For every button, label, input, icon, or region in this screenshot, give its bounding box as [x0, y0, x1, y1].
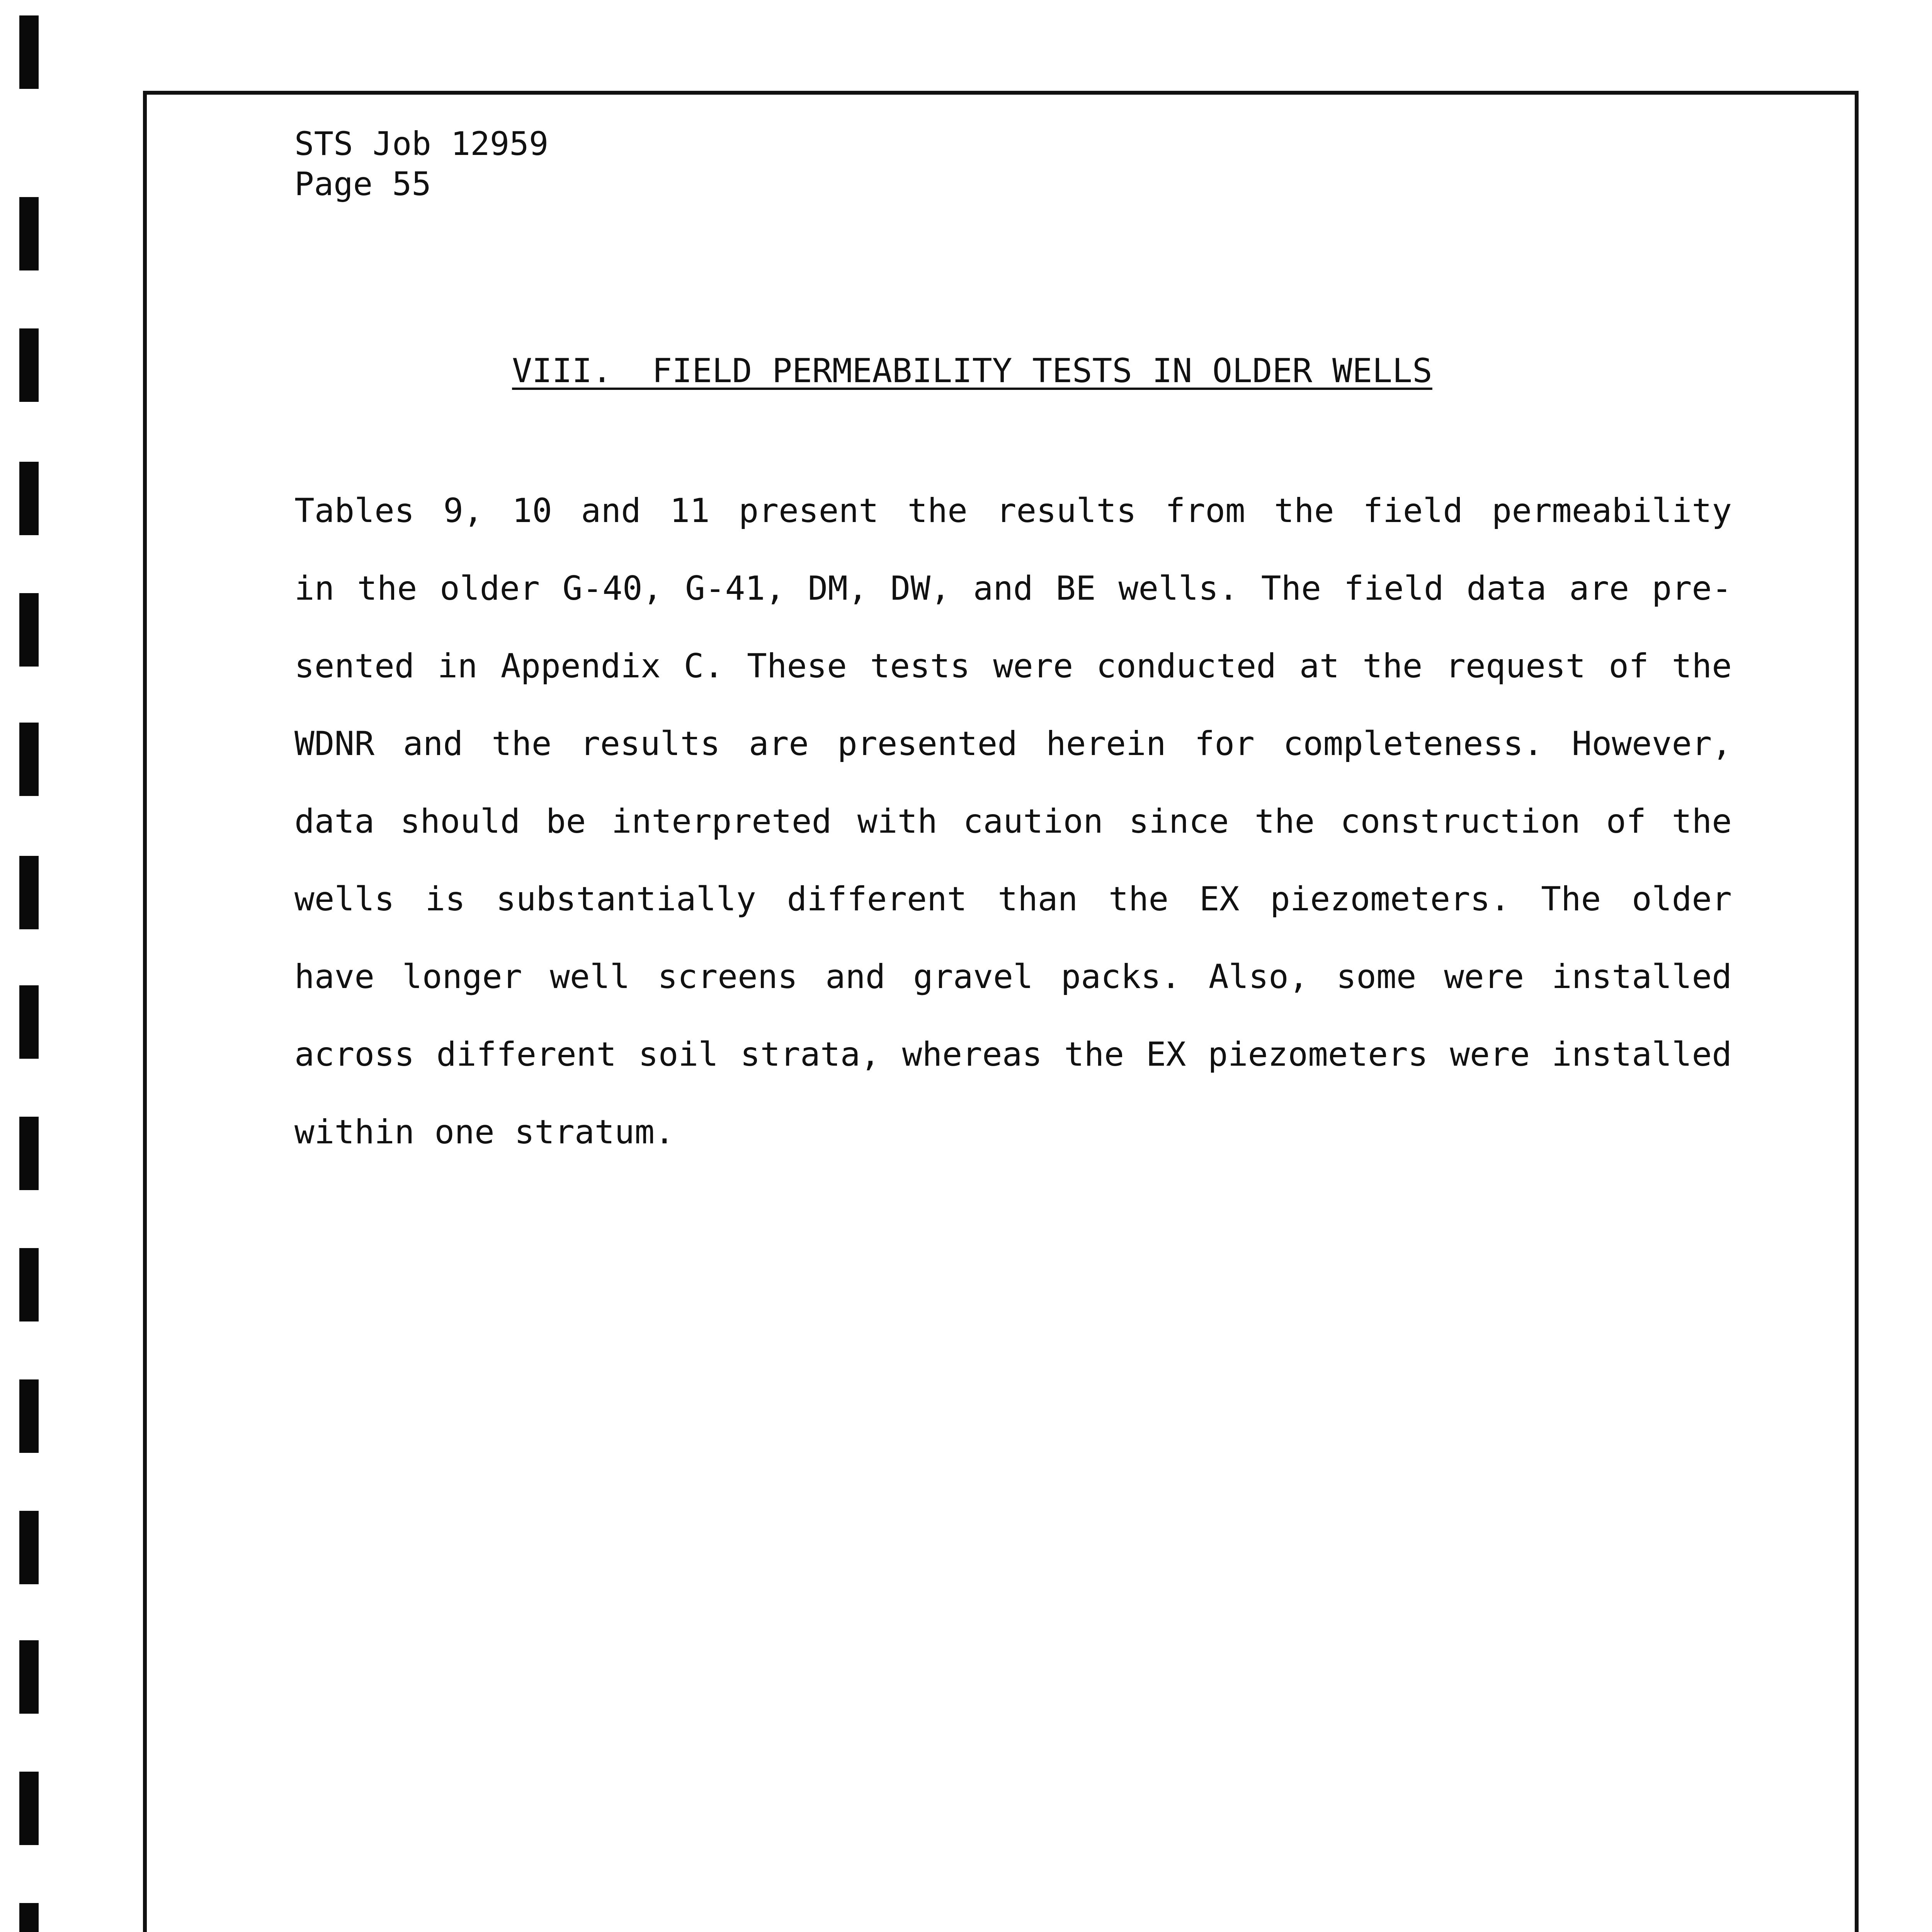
paragraph-line: wells is substantially different than the EX piezometers. The older — [294, 880, 1732, 918]
binding-mark — [19, 723, 39, 796]
paragraph-line: Tables 9, 10 and 11 present the results from the field permeability — [294, 492, 1732, 530]
section-heading — [0, 350, 1932, 392]
paragraph-line: data should be interpreted with caution since the construction of the — [294, 802, 1732, 841]
binding-mark — [19, 1248, 39, 1321]
page-number: Page 55 — [294, 165, 432, 203]
binding-mark — [19, 1511, 39, 1584]
paragraph-line: WDNR and the results are presented herein for completeness. However, — [294, 724, 1732, 763]
binding-mark — [19, 1772, 39, 1845]
binding-mark — [19, 1379, 39, 1453]
binding-mark — [19, 593, 39, 667]
section-title: VIII. FIELD PERMEABILITY TESTS IN OLDER WELLS — [512, 352, 1432, 390]
binding-mark — [19, 1640, 39, 1714]
binding-mark — [19, 462, 39, 535]
document-header — [294, 124, 548, 204]
paragraph-line: in the older G-40, G-41, DM, DW, and BE wells. The field data are pre- — [294, 569, 1732, 608]
binding-mark — [19, 985, 39, 1059]
paragraph-line: across different soil strata, whereas the EX piezometers were installed — [294, 1035, 1732, 1074]
job-number: STS Job 12959 — [294, 125, 549, 163]
binding-mark — [19, 1903, 39, 1932]
body-paragraph — [294, 472, 1732, 1171]
paragraph-line: within one stratum. — [294, 1113, 675, 1151]
paragraph-line: sented in Appendix C. These tests were conducted at the request of the — [294, 647, 1732, 685]
binding-mark — [19, 1117, 39, 1190]
binding-mark — [19, 856, 39, 929]
binding-mark — [19, 15, 39, 89]
binding-mark — [19, 197, 39, 270]
paragraph-line: have longer well screens and gravel packs. Also, some were installed — [294, 957, 1732, 996]
